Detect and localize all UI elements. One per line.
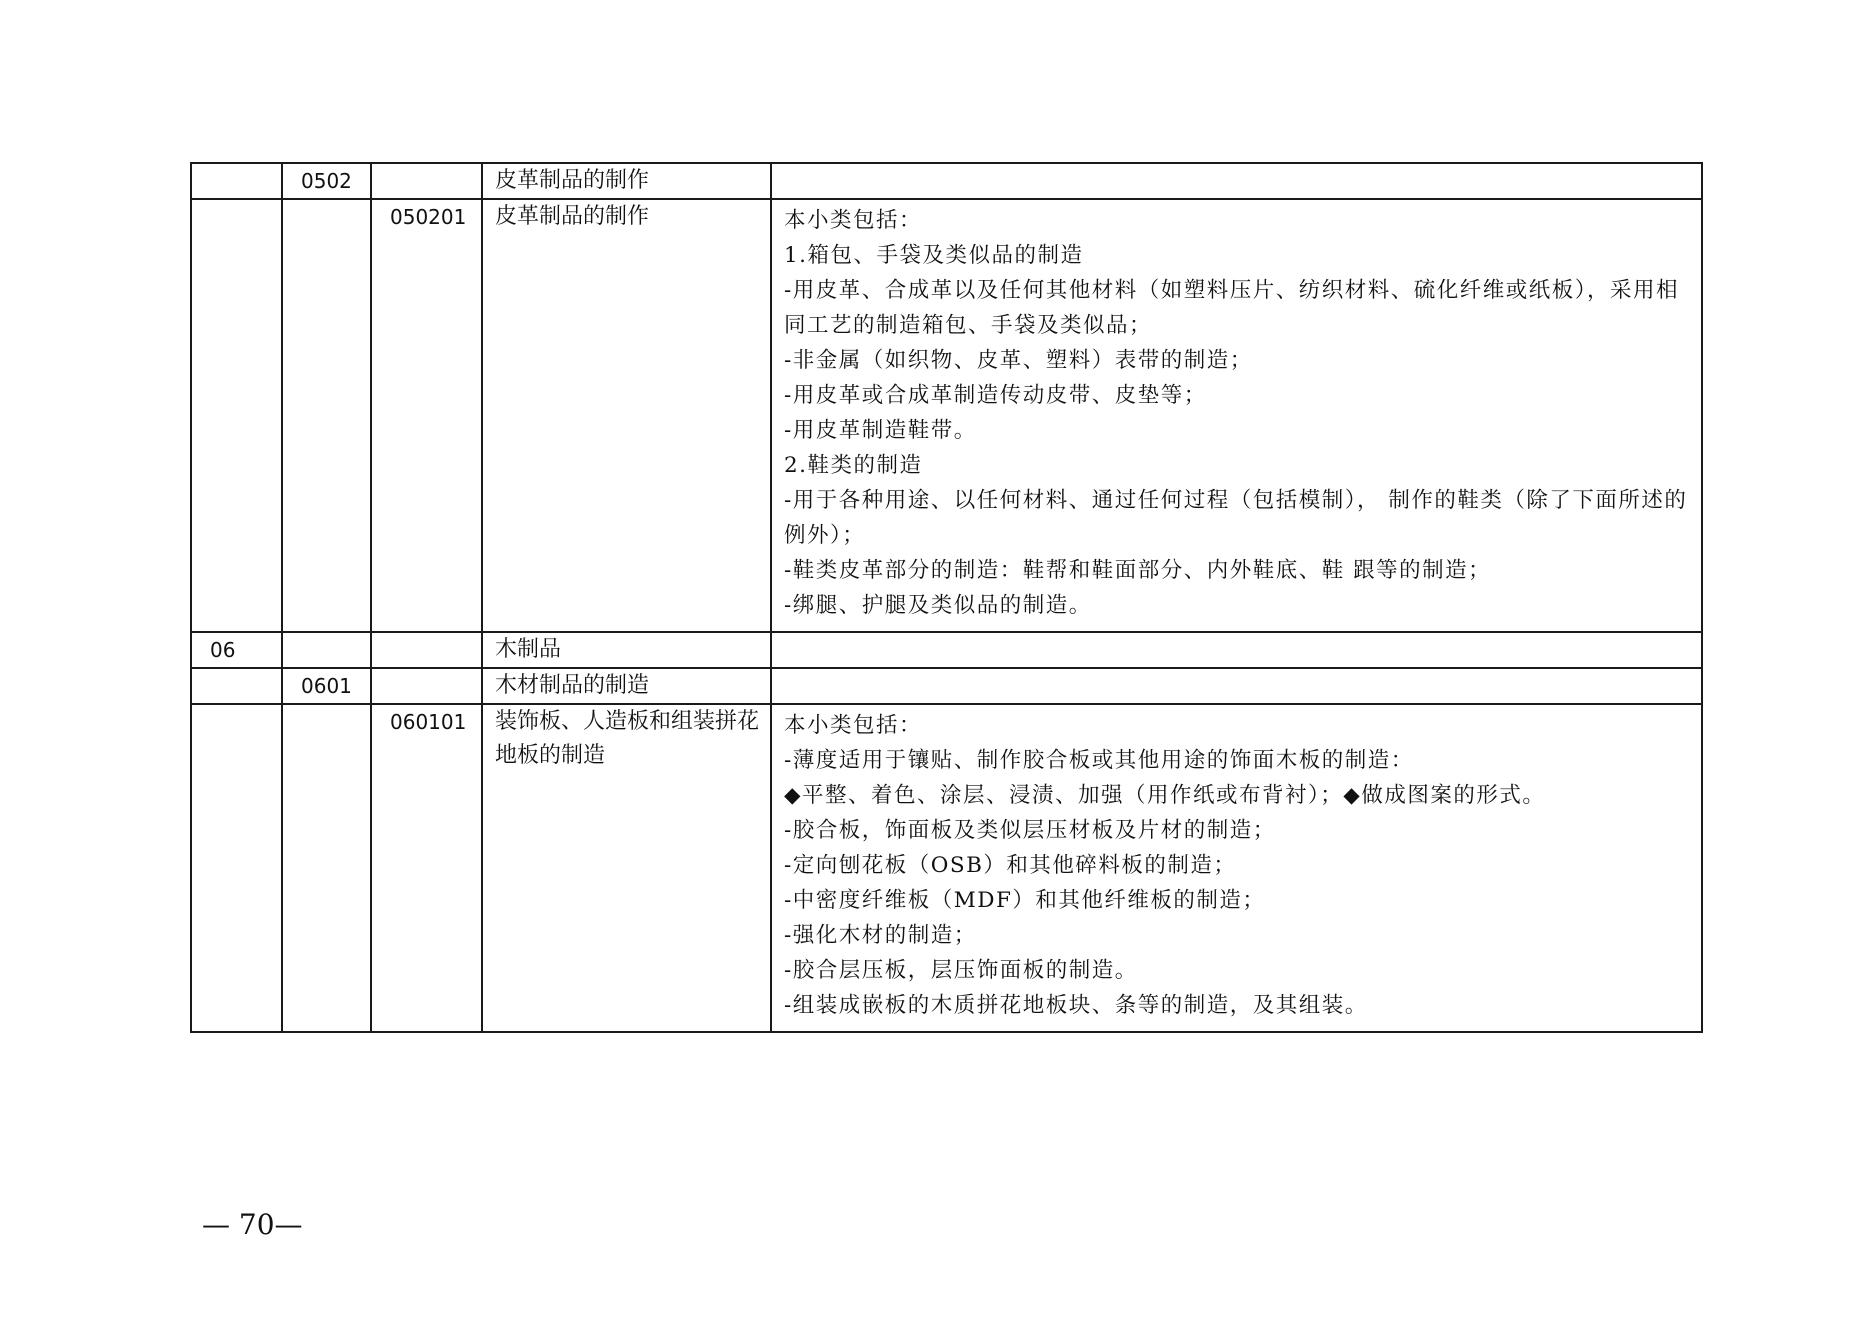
- description-line: ◆平整、着色、涂层、浸渍、加强（用作纸或布背衬）；◆做成图案的形式。: [784, 783, 1546, 808]
- description-line: -中密度纤维板（MDF）和其他纤维板的制造；: [784, 888, 1266, 913]
- page-number: — 70—: [202, 1208, 303, 1241]
- table-row: [191, 163, 1702, 199]
- class-code-cell: [371, 632, 482, 668]
- description-line: -胶合层压板，层压饰面板的制造。: [784, 958, 1138, 983]
- description-line: -定向刨花板（OSB）和其他碎料板的制造；: [784, 853, 1237, 878]
- description-line: -绑腿、护腿及类似品的制造。: [784, 593, 1092, 618]
- class-code-cell: [371, 668, 482, 704]
- division-code-cell: 0601: [282, 668, 371, 704]
- description-line: -非金属（如织物、皮革、塑料）表带的制造；: [784, 348, 1253, 373]
- section-code-cell: [191, 163, 282, 199]
- category-name-cell: 皮革制品的制作: [482, 199, 771, 632]
- classification-table: [190, 162, 1703, 1033]
- table-row: [191, 199, 1702, 632]
- class-code-cell: [371, 163, 482, 199]
- category-name-cell: 装饰板、人造板和组装拼花地板的制造: [482, 704, 771, 1032]
- description-line: -组装成嵌板的木质拼花地板块、条等的制造，及其组装。: [784, 993, 1368, 1018]
- description-line: -用皮革、合成革以及任何其他材料（如塑料压片、纺织材料、硫化纤维或纸板），采用相同工艺的制造箱包、手袋及类似品；: [784, 278, 1680, 338]
- description-line: -薄度适用于镶贴、制作胶合板或其他用途的饰面木板的制造：: [784, 748, 1414, 773]
- category-name-cell: 木材制品的制造: [482, 668, 771, 704]
- section-code-cell: [191, 199, 282, 632]
- section-code-cell: [191, 704, 282, 1032]
- description-line: 本小类包括：: [784, 713, 923, 738]
- description-cell: [771, 668, 1702, 704]
- description-cell: [771, 632, 1702, 668]
- category-name-cell: 皮革制品的制作: [482, 163, 771, 199]
- class-code-cell: 060101: [371, 704, 482, 1032]
- description-line: -胶合板，饰面板及类似层压材板及片材的制造；: [784, 818, 1276, 843]
- description-cell: [771, 704, 1702, 1032]
- description-cell: [771, 163, 1702, 199]
- division-code-cell: [282, 199, 371, 632]
- description-line: 本小类包括：: [784, 208, 923, 233]
- class-code-cell: 050201: [371, 199, 482, 632]
- section-code-cell: 06: [191, 632, 282, 668]
- table-row: [191, 704, 1702, 1032]
- description-line: 2.鞋类的制造: [784, 453, 923, 478]
- table-row: [191, 632, 1702, 668]
- description-cell: [771, 199, 1702, 632]
- description-line: 1.箱包、手袋及类似品的制造: [784, 243, 1084, 268]
- description-line: -用皮革制造鞋带。: [784, 418, 977, 443]
- description-line: -鞋类皮革部分的制造：鞋帮和鞋面部分、内外鞋底、鞋 跟等的制造；: [784, 558, 1492, 583]
- table-row: [191, 668, 1702, 704]
- division-code-cell: [282, 704, 371, 1032]
- section-code-cell: [191, 668, 282, 704]
- description-line: -用于各种用途、以任何材料、通过任何过程（包括模制）， 制作的鞋类（除了下面所述的例外）；: [784, 488, 1688, 548]
- division-code-cell: 0502: [282, 163, 371, 199]
- division-code-cell: [282, 632, 371, 668]
- description-line: -强化木材的制造；: [784, 923, 977, 948]
- category-name-cell: 木制品: [482, 632, 771, 668]
- description-line: -用皮革或合成革制造传动皮带、皮垫等；: [784, 383, 1207, 408]
